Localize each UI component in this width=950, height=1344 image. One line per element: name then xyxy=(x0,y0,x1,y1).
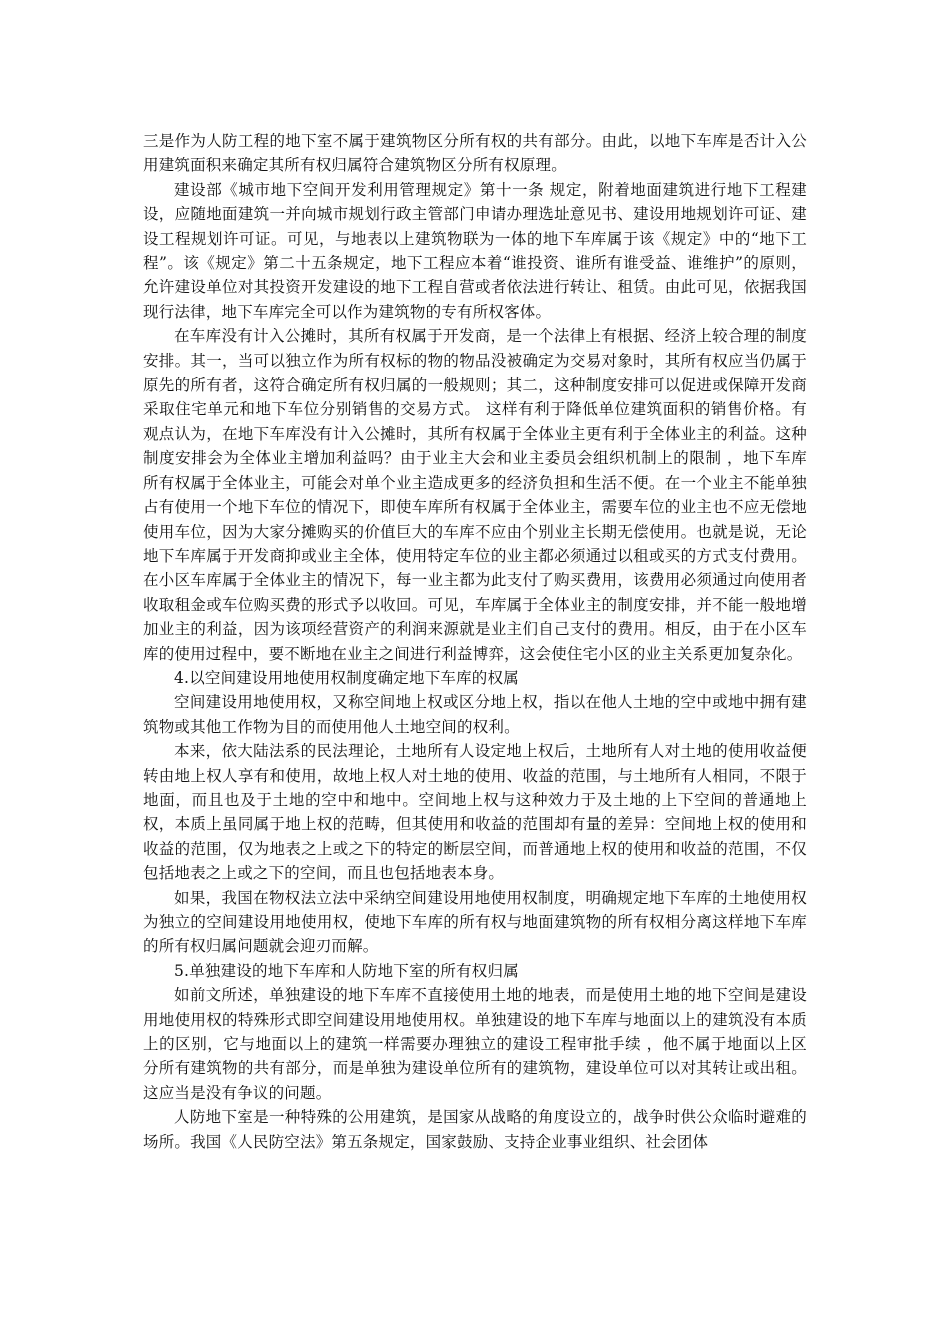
paragraph-2: 建设部《城市地下空间开发利用管理规定》第十一条 规定，附着地面建筑进行地下工程建设，应随地面建筑一并向城市规划行政主管部门申请办理选址意见书、建设用地规划许可证、建设工程规划许可证。可见，与地表以上建筑物联为一体的地下车库属于该《规定》中的“地下工程”。该《规定》第二十五条规定，地下工程应本着“谁投资、谁所有谁受益、谁维护”的原则，允许建设单位对其投资开发建设的地下工程自营或者依法进行转让、租赁。由此可见，依据我国现行法律，地下车库完全可以作为建筑物的专有所权客体。 xyxy=(143,180,807,321)
section-heading-5: 5.单独建设的地下车库和人防地下室的所有权归属 xyxy=(174,961,519,980)
paragraph-6: 本来，依大陆法系的民法理论，土地所有人设定地上权后，土地所有人对土地的使用收益便转由地上权人享有和使用，故地上权人对土地的使用、收益的范围，与土地所有人相同，不限于地面，而且也及于土地的空中和地中。空间地上权与这种效力于及土地的上下空间的普通地上权，本质上虽同属于地上权的范畴，但其使用和收益的范围却有量的差异：空间地上权的使用和收益的范围，仅为地表之上或之下的特定的断层空间，而普通地上权的使用和收益的范围，不仅包括地表之上或之下的空间，而且也包括地表本身。 xyxy=(143,742,807,883)
paragraph-10: 人防地下室是一种特殊的公用建筑，是国家从战略的角度设立的，战争时供公众临时避难的场所。我国《人民防空法》第五条规定，国家鼓励、支持企业事业组织、社会团体 xyxy=(143,1108,807,1151)
paragraph-5: 空间建设用地使用权，又称空间地上权或区分地上权，指以在他人土地的空中或地中拥有建筑物或其他工作物为目的而使用他人土地空间的权利。 xyxy=(143,693,807,736)
paragraph-3: 在车库没有计入公摊时，其所有权属于开发商，是一个法律上有根据、经济上较合理的制度安排。其一，当可以独立作为所有权标的物的物品没被确定为交易对象时，其所有权应当仍属于原先的所有者，这符合确定所有权归属的一般规则；其二，这种制度安排可以促进或保障开发商采取住宅单元和地下车位分别销售的交易方式。 这样有利于降低单位建筑面积的销售价格。有观点认为，在地下车库没有计入公摊时，其所有权属于全体业主更有利于全体业主的利益。这种制度安排会为全体业主增加利益吗？由于业主大会和业主委员会组织机制上的限制 ，地下车库所有权属于全体业主，可能会对单个业主造成更多的经济负担和生活不便。在一个业主不能单独占有使用一个地下车位的情况下，即使车库所有权属于全体业主，需要车位的业主也不应无偿地使用车位，因为大家分摊购买的价值巨大的车库不应由个别业主长期无偿使用。也就是说，无论地下车库属于开发商抑或业主全体，使用特定车位的业主都必须通过以租或买的方式支付费用。在小区车库属于全体业主的情况下，每一业主都为此支付了购买费用，该费用必须通过向使用者收取租金或车位购买费的形式予以收回。可见，车库属于全体业主的制度安排，并不能一般地增加业主的利益，因为该项经营资产的利润来源就是业主们自己支付的费用。相反，由于在小区车库的使用过程中，要不断地在业主之间进行利益博弈，这会使住宅小区的业主关系更加复杂化。 xyxy=(143,327,807,663)
section-heading-4: 4.以空间建设用地使用权制度确定地下车库的权属 xyxy=(174,668,519,687)
paragraph-1: 三是作为人防工程的地下室不属于建筑物区分所有权的共有部分。由此，以地下车库是否计入公用建筑面积来确定其所有权归属符合建筑物区分所有权原理。 xyxy=(143,132,807,175)
paragraph-7: 如果，我国在物权法立法中采纳空间建设用地使用权制度，明确规定地下车库的土地使用权为独立的空间建设用地使用权，使地下车库的所有权与地面建筑物的所有权相分离这样地下车库的所有权归属问题就会迎刃而解。 xyxy=(143,888,807,956)
paragraph-9: 如前文所述，单独建设的地下车库不直接使用土地的地表，而是使用土地的地下空间是建设用地使用权的特殊形式即空间建设用地使用权。单独建设的地下车库与地面以上的建筑没有本质上的区别，它与地面以上的建筑一样需要办理独立的建设工程审批手续 ，他不属于地面以上区分所有建筑物的共有部分，而是单独为建设单位所有的建筑物，建设单位可以对其转让或出租。 这应当是没有争议的问题。 xyxy=(143,986,807,1102)
document-body xyxy=(143,129,807,1154)
